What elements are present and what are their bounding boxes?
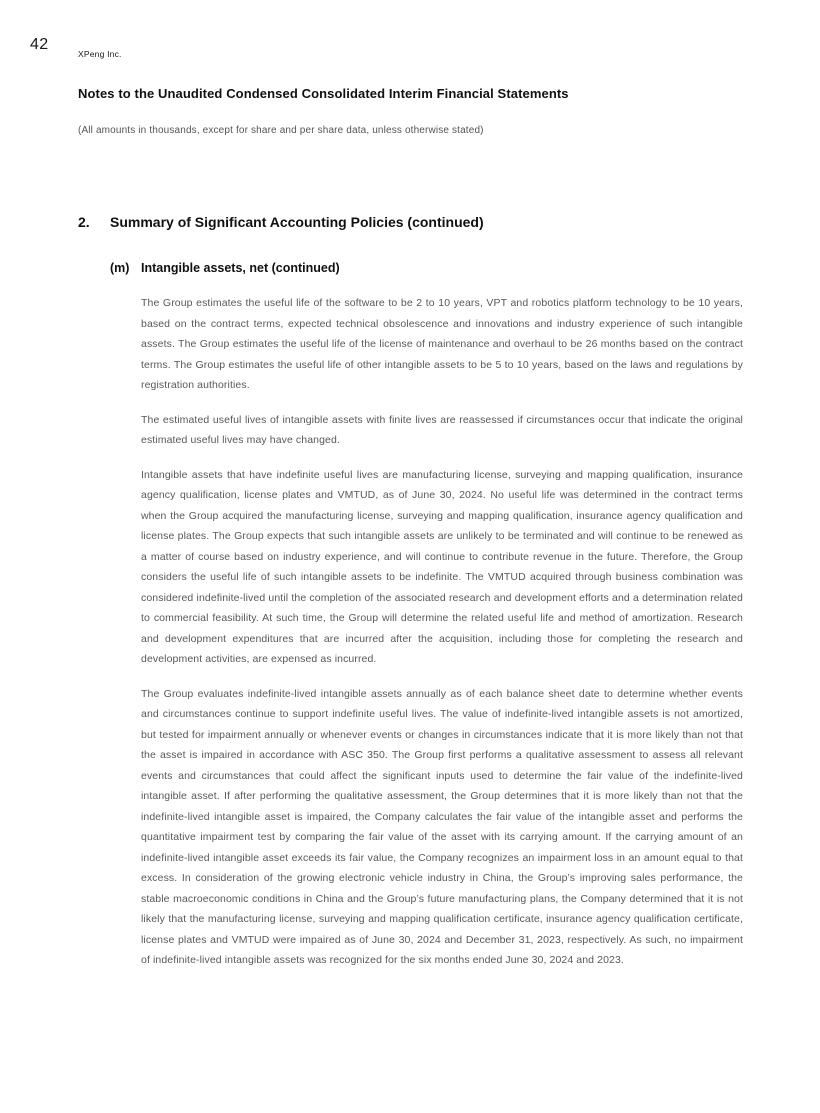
section-title: Summary of Significant Accounting Policies (continued) — [110, 214, 484, 230]
section-number: 2. — [78, 214, 90, 230]
subsection-heading — [110, 261, 340, 275]
company-name: XPeng Inc. — [78, 49, 122, 59]
doc-subtitle: (All amounts in thousands, except for share and per share data, unless otherwise stated) — [78, 125, 484, 136]
section-heading — [78, 214, 484, 230]
paragraph: Intangible assets that have indefinite useful lives are manufacturing license, surveying and mapping qualification, insurance agency qualification, license plates and VMTUD, as of June 30, 2024. No useful life was determined in the contract terms when the Group acquired the manufacturing license, surveying and mapping qualification, insurance agency qualification and license plates. The Group expects that such intangible assets are unlikely to be terminated and will continue to be renewed as a matter of course based on industry experience, and will continue to contribute revenue in the future. Therefore, the Group considers the useful life of such intangible assets to be indefinite. The VMTUD acquired through business combination was considered indefinite-lived until the completion of the associated research and development efforts and a determination related to commercial feasibility. At such time, the Group will determine the related useful life and method of amortization. Research and development expenditures that are incurred after the acquisition, including those for completing the research and development activities, are expensed as incurred. — [141, 468, 743, 665]
doc-title: Notes to the Unaudited Condensed Consolidated Interim Financial Statements — [78, 86, 569, 101]
paragraph: The estimated useful lives of intangible assets with finite lives are reassessed if circumstances occur that indicate the original estimated useful lives may have changed. — [141, 413, 743, 446]
paragraph: The Group evaluates indefinite-lived intangible assets annually as of each balance sheet date to determine whether events and circumstances continue to support indefinite useful lives. The value of indefinite-lived intangible assets is not amortized, but tested for impairment annually or whenever events or changes in circumstances indicate that it is more likely than not that the asset is impaired in accordance with ASC 350. The Group first performs a qualitative assessment to assess all relevant events and circumstances that could affect the significant inputs used to determine the fair value of the indefinite-lived intangible asset. If after performing the qualitative assessment, the Group determines that it is more likely than not that the indefinite-lived intangible asset is impaired, the Company calculates the fair value of the intangible asset and performs the quantitative impairment test by comparing the fair value of the asset with its carrying amount. If the carrying amount of an indefinite-lived intangible asset exceeds its fair value, the Company recognizes an impairment loss in an amount equal to that excess. In consideration of the growing electronic vehicle industry in China, the Group’s improving sales performance, the stable macroeconomic conditions in China and the Group’s future manufacturing plans, the Company determined that it is not likely that the manufacturing license, surveying and mapping qualification certificate, insurance agency qualification certificate, license plates and VMTUD were impaired as of June 30, 2024 and December 31, 2023, respectively. As such, no impairment of indefinite-lived intangible assets was recognized for the six months ended June 30, 2024 and 2023. — [141, 687, 743, 966]
paragraph: The Group estimates the useful life of the software to be 2 to 10 years, VPT and robotics platform technology to be 10 years, based on the contract terms, expected technical obsolescence and innovations and industry experience of such intangible assets. The Group estimates the useful life of the license of maintenance and overhaul to be 26 months based on the contract terms. The Group estimates the useful life of other intangible assets to be 5 to 10 years, based on the laws and regulations by registration authorities. — [141, 297, 743, 391]
subsection-title: Intangible assets, net (continued) — [141, 261, 340, 275]
subsection-label: (m) — [110, 261, 130, 275]
body-content — [141, 293, 743, 971]
page-number: 42 — [30, 36, 49, 53]
